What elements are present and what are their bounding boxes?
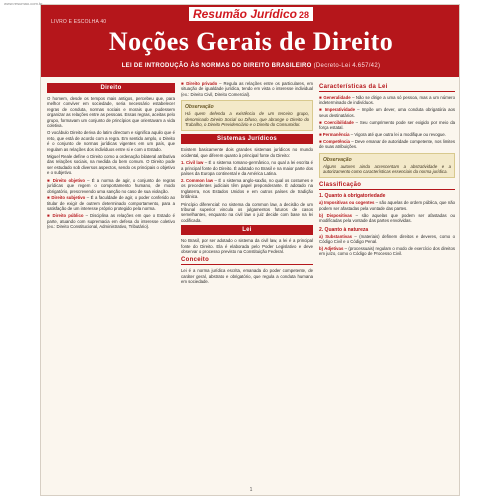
item-term: Direito objetivo — [52, 177, 85, 183]
item-term: b) Dispositivas — [319, 212, 352, 218]
item-term: Permanência — [322, 131, 350, 137]
bullet-icon: ■ — [319, 107, 325, 113]
page-subtitle — [41, 63, 460, 69]
brand-name: Resumão Jurídico — [192, 7, 297, 21]
item-text: – É a faculdade de agir, o poder conferido ao titular de exigir de outrem determinado comportamento, para a satisfação de um interesse próprio protegido pela norma. — [47, 195, 175, 212]
column-1 — [47, 81, 175, 493]
item-term: Coercibilidade — [324, 119, 354, 125]
list-item — [319, 234, 455, 245]
item-term: Direito público — [52, 213, 84, 219]
bullet-icon: ■ — [319, 95, 324, 100]
paragraph: Princípio diferencial: no sistema da common law, a decisão de um tribunal superior vincula os julgamentos futuros de casos semelhantes, enquanto na civil law o juiz decide com base na lei codificada. — [181, 201, 313, 223]
cheat-sheet-page — [40, 4, 460, 496]
item-text: – são aquelas de ordem pública, que não podem ser afastadas pela vontade das partes. — [319, 200, 455, 211]
bullet-icon: ■ — [181, 81, 187, 86]
section-title-classificacao: Classificação — [319, 181, 455, 190]
direito-types-list — [47, 178, 175, 230]
item-term: Competência — [322, 138, 350, 144]
bullet-icon: ■ — [319, 119, 325, 125]
section-title-conceito: Conceito — [181, 256, 313, 265]
bullet-icon: ■ — [319, 131, 323, 137]
item-text: – Regula as relações entre os particulares, em situação de igualdade jurídica, tendo em vista o interesse individual (ex.: Direito Civil, Direito Comercial). — [181, 81, 313, 97]
page-number: 1 — [249, 487, 253, 493]
item-text: – são aquelas que podem ser afastadas ou modificadas pela vontade das partes envolvidas. — [319, 212, 455, 224]
observation-box — [181, 100, 313, 131]
item-term: Imperatividade — [324, 107, 356, 113]
header-banner — [41, 5, 460, 77]
subheading: 1. Quanto à obrigatoriedade — [319, 193, 386, 200]
item-text: – Disciplina as relações em que o Estado é parte, atuando com supremacia em defesa do interesse coletivo (ex.: Direito Constitucional, Administrativo, Tributário). — [47, 213, 175, 229]
item-term: Direito subjetivo — [51, 195, 86, 201]
section-title-direito: Direito — [47, 83, 175, 93]
list-item — [181, 81, 313, 97]
paragraph: O homem, desde os tempos mais antigos, percebeu que, para melhor conviver em sociedade, seria necessário estabelecer regras de conduta, normas sociais e morais que pudessem organizar as relações entre as pessoas. Essas regras, aceitas pelo grupo, formavam um conjunto de princípios que orientavam a vida coletiva. — [47, 96, 175, 129]
item-text: – É a norma de agir, o conjunto de regras jurídicas que regem o comportamento humano, de modo obrigatório, prescrevendo uma sanção no caso de sua violação. — [47, 177, 175, 194]
section-title-sistemas: Sistemas Jurídicos — [181, 134, 313, 144]
list-item — [319, 120, 455, 131]
list-item — [181, 160, 313, 176]
column-3 — [319, 81, 455, 493]
paragraph: Miguel Reale define o Direito como a ordenação bilateral atributiva das relações sociais, na medida do bem comum. O Direito pode ser estudado sob diversos aspectos, sendo os principais o objetivo e o subjetivo. — [47, 154, 175, 176]
bullet-icon: ■ — [47, 195, 52, 201]
item-term: a) Impositivas ou cogentes — [319, 200, 375, 206]
item-text: – É o sistema romano-germânico, no qual a lei escrita é a principal fonte do Direito. É adotado no Brasil e na maior parte dos países da Europa continental e da América Latina. — [181, 160, 313, 177]
subtitle-reference: (Decreto-Lei 4.657/42) — [313, 63, 381, 69]
item-term: b) Adjetivas — [319, 245, 344, 251]
paragraph: No Brasil, por ser adotado o sistema da civil law, a lei é a principal fonte do Direito. Ela é elaborada pelo Poder Legislativo e deve observar o processo previsto na Constituição Federal. — [181, 238, 313, 255]
item-text: – Seu cumprimento pode ser exigido por meio da força estatal. — [319, 119, 455, 131]
observation-text: Alguns autores ainda acrescentam a abstratividade e a autorizamento como características essenciais da norma jurídica. — [323, 163, 451, 175]
list-item — [319, 200, 455, 211]
publisher-label: LIVRO E ESCOLHA 40 — [51, 19, 107, 25]
observation-box — [319, 153, 455, 179]
item-term: Direito privado — [186, 81, 218, 86]
list-item — [319, 246, 455, 257]
classification-list-2 — [319, 234, 455, 257]
paragraph: Lei é a norma jurídica escrita, emanada do poder competente, de caráter geral, abstrato e obrigatório, que regula a conduta humana em sociedade. — [181, 268, 313, 285]
paragraph: O vocábulo Direito deriva do latim directum e significa aquilo que é reto, que está de acordo com a regra. Em sentido amplo, o Direito é o conjunto de normas jurídicas vigentes em um país, que regulam as relações dos indivíduos entre si e com o Estado. — [47, 130, 175, 152]
column-2 — [181, 81, 313, 493]
characteristics-list — [319, 95, 455, 150]
observation-text: Há quem defenda a existência de um terceiro grupo, denominado Direito Social ou Difuso, que abrange o Direito do Trabalho, o Direito Previdenciário e o Direito do Consumidor. — [185, 111, 309, 128]
item-text: – Deve emanar de autoridade competente, nos limites de suas atribuições. — [319, 138, 455, 150]
item-text: – (materiais) definem direitos e deveres, como o Código Civil e o Código Penal. — [319, 233, 455, 244]
observation-title: Observação — [185, 104, 214, 111]
observation-title: Observação — [323, 156, 352, 163]
item-term: Generalidade — [323, 95, 351, 100]
bullet-icon: ■ — [47, 213, 53, 219]
list-item — [319, 95, 455, 106]
bullet-icon: ■ — [47, 177, 53, 183]
item-text: – Impõe um dever, uma conduta obrigatória aos seus destinatários. — [319, 107, 455, 118]
classification-list-1 — [319, 200, 455, 223]
list-item — [319, 132, 455, 137]
bullet-icon: ■ — [319, 138, 323, 144]
systems-list — [181, 160, 313, 199]
list-item — [319, 139, 455, 150]
list-item — [47, 178, 175, 194]
list-item — [319, 107, 455, 118]
watermark: www.resumao.com.br — [4, 1, 43, 6]
section-title-lei: Lei — [181, 225, 313, 235]
page-title: Noções Gerais de Direito — [108, 27, 394, 56]
item-term: 2. Common law — [181, 177, 214, 183]
item-text: – Não se dirige a uma só pessoa, mas a um número indeterminado de indivíduos. — [319, 95, 455, 106]
brand-logo — [41, 5, 460, 21]
list-item — [47, 213, 175, 229]
paragraph: Existem basicamente dois grandes sistemas jurídicos no mundo ocidental, que diferem quanto à principal fonte do Direito: — [181, 147, 313, 158]
content-columns — [41, 81, 460, 493]
item-text: – (processuais) regulam o modo de exercício dos direitos em juízo, como o Código de Processo Civil. — [319, 245, 455, 257]
series-number: 28 — [299, 10, 310, 20]
item-text: – É o sistema anglo-saxão, no qual os costumes e os precedentes judiciais têm papel preponderante. É adotado na Inglaterra, nos Estados Unidos e em outros países de tradição britânica. — [181, 177, 313, 200]
section-title-caracteristicas: Características da Lei — [319, 83, 455, 92]
list-item — [181, 178, 313, 200]
item-text: – Vigora até que outra lei a modifique ou revogue. — [349, 131, 446, 137]
subtitle-text: LEI DE INTRODUÇÃO ÀS NORMAS DO DIREITO BRASILEIRO — [121, 63, 312, 69]
list-item — [319, 213, 455, 224]
item-term: a) Substantivas — [319, 233, 352, 239]
item-term: 1. Civil law — [181, 160, 204, 166]
direito-privado-list — [181, 81, 313, 97]
list-item — [47, 195, 175, 211]
subheading: 2. Quanto à natureza — [319, 226, 369, 233]
brand-box — [188, 6, 314, 22]
